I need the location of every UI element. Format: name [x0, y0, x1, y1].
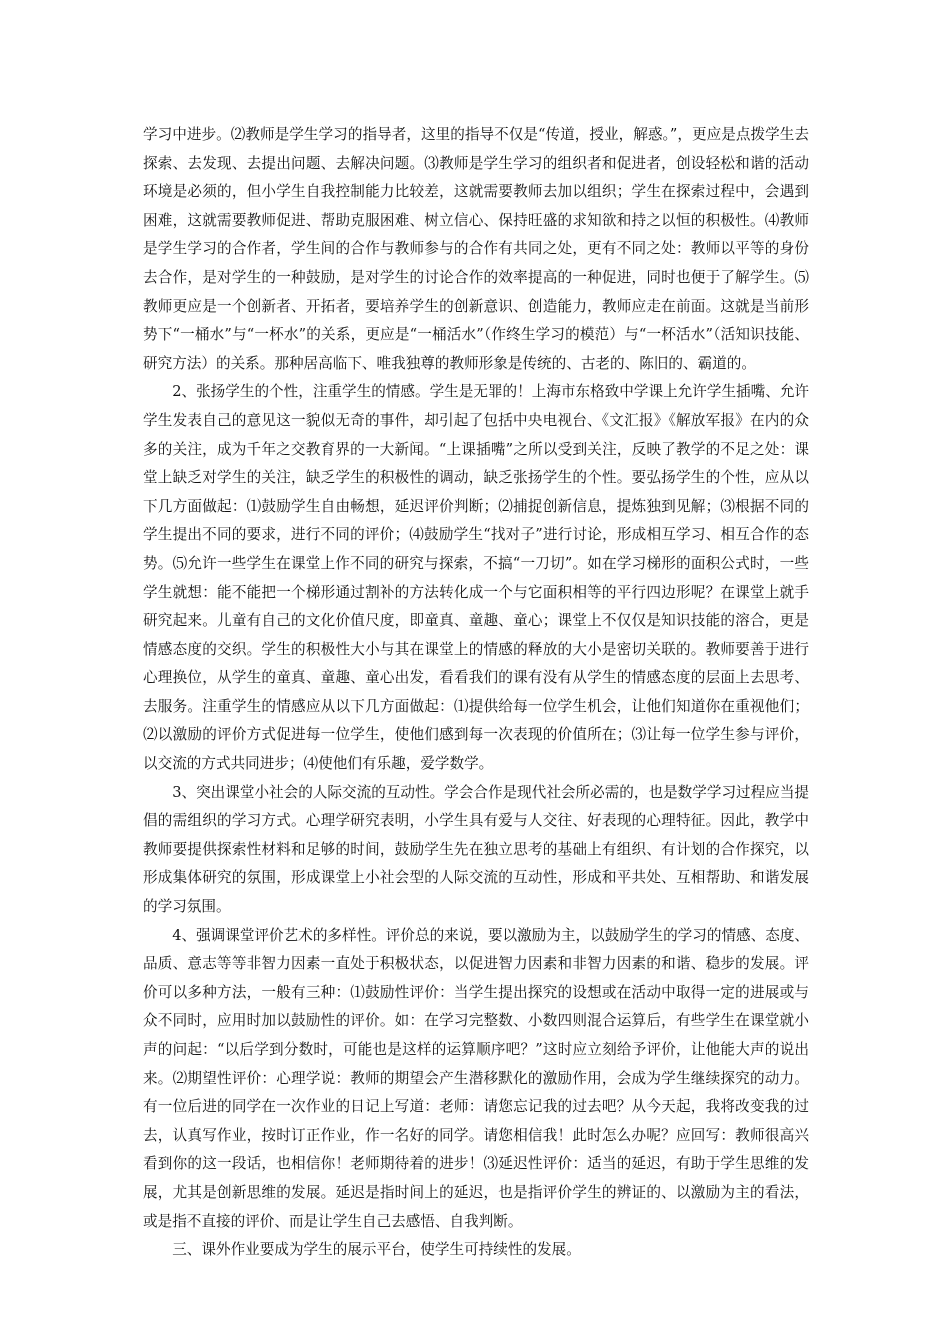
paragraph-evaluation-art: 4、强调课堂评价艺术的多样性。评价总的来说，要以激励为主，以鼓励学生的学习的情感、态度、品质、意志等等非智力因素一直处于积极状态，以促进智力因素和非智力因素的和谐、稳步的发展。评价可以多种方法，一般有三种：⑴鼓励性评价：当学生提出探究的设想或在活动中取得一定的进展或与众不同时，应用时加以鼓励性的评价。如：在学习完整数、小数四则混合运算后，有些学生在课堂就小声的问起：“以后学到分数时，可能也是这样的运算顺序吧？”这时应立刻给予评价，让他能大声的说出来。⑵期望性评价：心理学说：教师的期望会产生潜移默化的激励作用，会成为学生继续探究的动力。有一位后进的同学在一次作业的日记上写道：老师：请您忘记我的过去吧？从今天起，我将改变我的过去，认真写作业，按时订正作业，作一名好的同学。请您相信我！此时怎么办呢？应回写：教师很高兴看到你的这一段话，也相信你！老师期待着的进步！⑶延迟性评价：适当的延迟，有助于学生思维的发展，尤其是创新思维的发展。延迟是指时间上的延迟，也是指评价学生的辨证的、以激励为主的看法，或是指不直接的评价、而是让学生自己去感悟、自我判断。 — [143, 926, 810, 1230]
paragraph-classroom-interaction: 3、突出课堂小社会的人际交流的互动性。学会合作是现代社会所必需的，也是数学学习过程应当提倡的需组织的学习方式。心理学研究表明，小学生具有爱与人交往、好表现的心理特征。因此，教学中教师要提供探索性材料和足够的时间，鼓励学生先在独立思考的基础上有组织、有计划的合作探究，以形成集体研究的氛围，形成课堂上小社会型的人际交流的互动性，形成和平共处、互相帮助、和谐发展的学习氛围。 — [143, 783, 810, 916]
document-page — [143, 121, 809, 1265]
section-heading-homework: 三、课外作业要成为学生的展示平台，使学生可持续性的发展。 — [172, 1241, 581, 1259]
paragraph-teacher-roles-continued: 学习中进步。⑵教师是学生学习的指导者，这里的指导不仅是“传道，授业，解惑。”，更应是点拨学生去探索、去发现、去提出问题、去解决问题。⑶教师是学生学习的组织者和促进者，创设轻松和谐的活动环境是必须的，但小学生自我控制能力比较差，这就需要教师去加以组织；学生在探索过程中，会遇到困难，这就需要教师促进、帮助克服困难、树立信心、保持旺盛的求知欲和持之以恒的积极性。⑷教师是学生学习的合作者，学生间的合作与教师参与的合作有共同之处，更有不同之处：教师以平等的身份去合作，是对学生的一种鼓励，是对学生的讨论合作的效率提高的一种促进，同时也便于了解学生。⑸教师更应是一个创新者、开拓者，要培养学生的创新意识、创造能力，教师应走在前面。这就是当前形势下“一桶水”与“一杯水”的关系，更应是“一桶活水”（作终生学习的模范）与“一杯活水”（活知识技能、研究方法）的关系。那种居高临下、唯我独尊的教师形象是传统的、古老的、陈旧的、霸道的。 — [143, 126, 809, 372]
paragraph-student-individuality: 2、张扬学生的个性，注重学生的情感。学生是无罪的！上海市东格致中学课上允许学生插嘴、允许学生发表自己的意见这一貌似无奇的事件，却引起了包括中央电视台、《文汇报》《解放军报》在内的众多的关注，成为千年之交教育界的一大新闻。“上课插嘴”之所以受到关注，反映了教学的不足之处：课堂上缺乏对学生的关注，缺乏学生的积极性的调动，缺乏张扬学生的个性。要弘扬学生的个性，应从以下几方面做起：⑴鼓励学生自由畅想，延迟评价判断；⑵捕捉创新信息，提炼独到见解；⑶根据不同的学生提出不同的要求，进行不同的评价；⑷鼓励学生“找对子”进行讨论，形成相互学习、相互合作的态势。⑸允许一些学生在课堂上作不同的研究与探索，不搞“一刀切”。如在学习梯形的面积公式时，一些学生就想：能不能把一个梯形通过割补的方法转化成一个与它面积相等的平行四边形呢？在课堂上就手研究起来。儿童有自己的文化价值尺度，即童真、童趣、童心；课堂上不仅仅是知识技能的溶合，更是情感态度的交织。学生的积极性大小与其在课堂上的情感的释放的大小是密切关联的。教师要善于进行心理换位，从学生的童真、童趣、童心出发，看看我们的课有没有从学生的情感态度的层面上去思考、去服务。注重学生的情感应从以下几方面做起：⑴提供给每一位学生机会，让他们知道你在重视他们；⑵以激励的评价方式促进每一位学生，使他们感到每一次表现的价值所在；⑶让每一位学生参与评价，以交流的方式共同进步；⑷使他们有乐趣，爱学数学。 — [143, 383, 810, 773]
